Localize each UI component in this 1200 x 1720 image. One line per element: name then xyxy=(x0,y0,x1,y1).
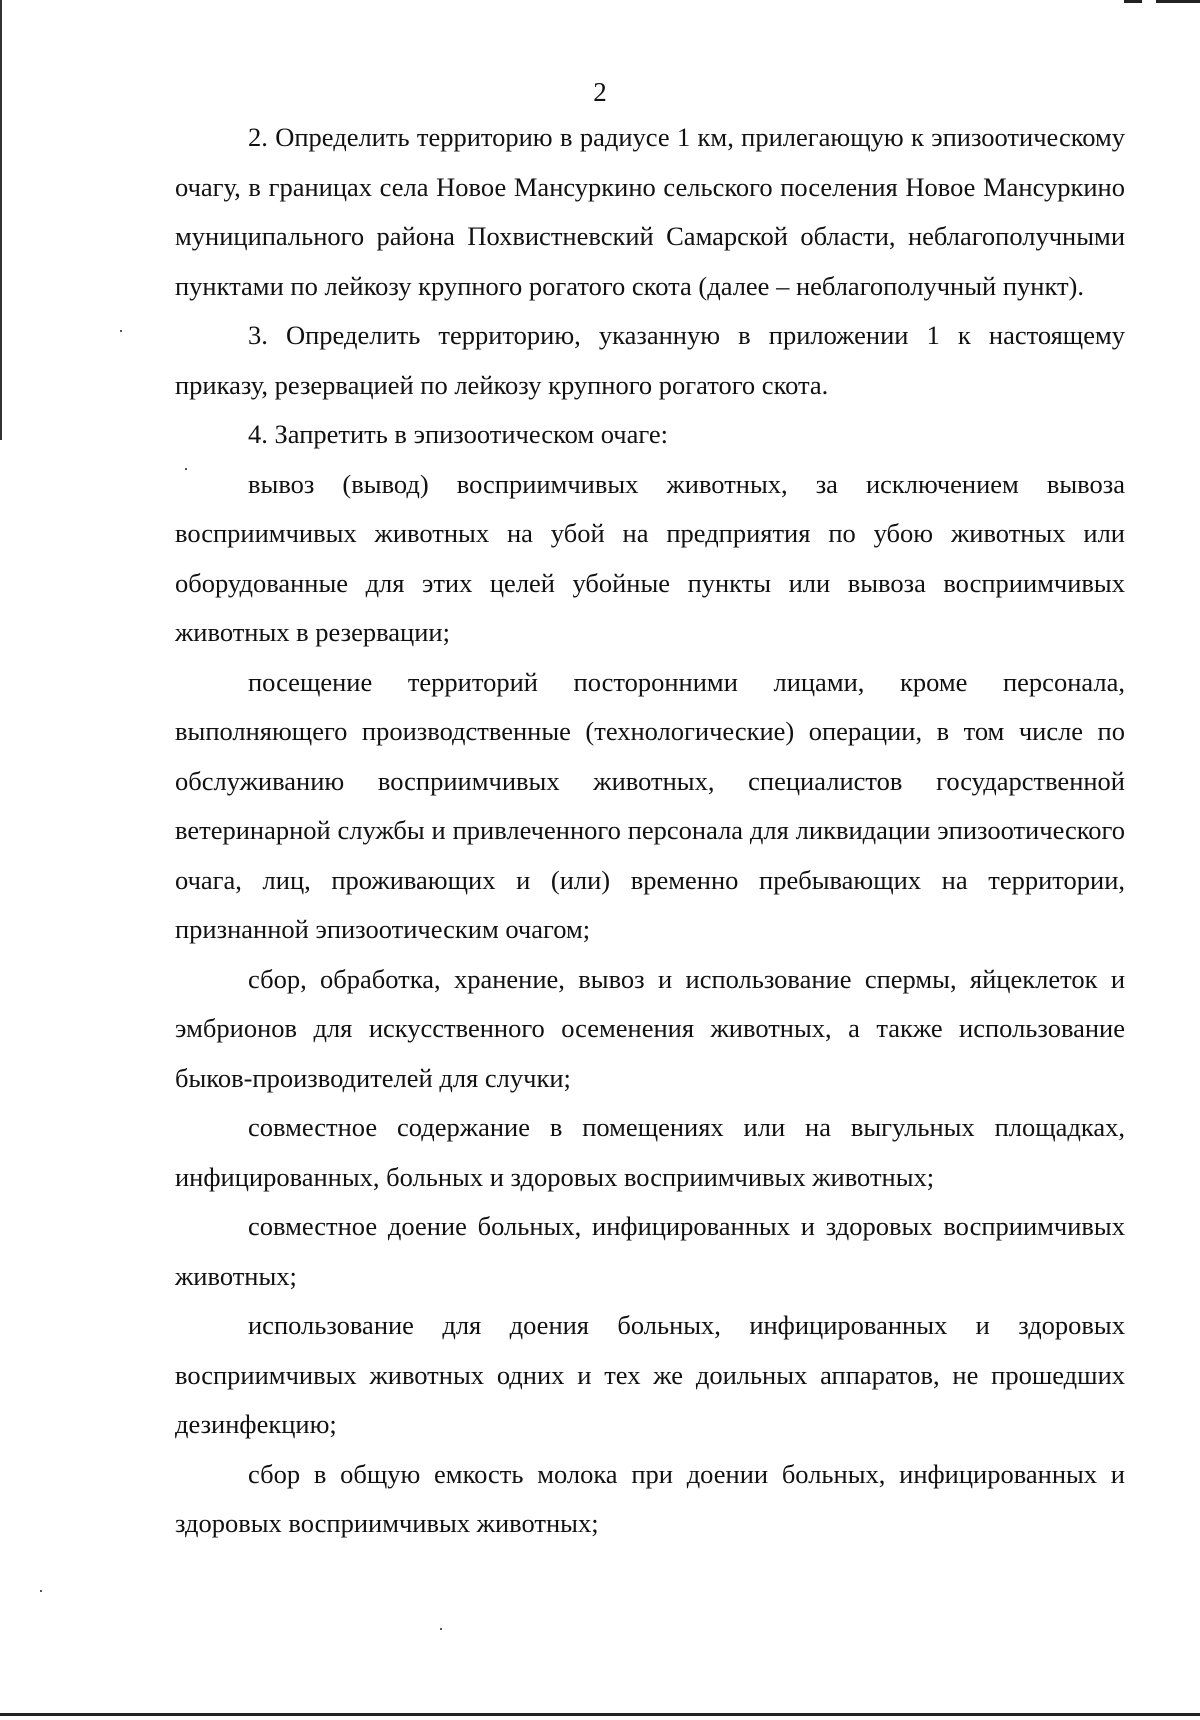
prohibition-item: посещение территорий посторонними лицами, кроме персонала, выполняющего производственные (технологические) операции, в том числе по обслуживанию восприимчивых животных, специалистов государственной ветеринарной службы и привлеченного персонала для ликвидации эпизоотического очага, лиц, проживающих и (или) временно пребывающих на территории, признанной эпизоотическим очагом; xyxy=(175,666,1125,944)
page-number: 2 xyxy=(593,77,607,107)
paragraph-item-2: 2. Определить территорию в радиусе 1 км, прилегающую к эпизоотическому очагу, в границах села Новое Мансуркино сельского поселения Новое Мансуркино муниципального района Похвистневский Самарской области, неблагополучными пунктами по лейкозу крупного рогатого скота (далее – неблагополучный пункт). xyxy=(175,122,1125,301)
prohibition-item: сбор, обработка, хранение, вывоз и использование спермы, яйцеклеток и эмбрионов для искусственного осеменения животных, а также использование быков-производителей для случки; xyxy=(175,963,1125,1093)
document-body xyxy=(175,113,1125,1549)
prohibition-item: совместное содержание в помещениях или на выгульных площадках, инфицированных, больных и здоровых восприимчивых животных; xyxy=(175,1112,1125,1192)
paragraph-item-3: 3. Определить территорию, указанную в приложении 1 к настоящему приказу, резервацией по лейкозу крупного рогатого скота. xyxy=(175,320,1125,400)
scan-edge-left xyxy=(0,0,2,440)
paragraph-item-4: 4. Запретить в эпизоотическом очаге: xyxy=(248,419,669,449)
scan-speck xyxy=(440,1628,442,1630)
scan-edge-bottom xyxy=(0,1713,1200,1716)
prohibition-item: вывоз (вывод) восприимчивых животных, за исключением вывоза восприимчивых животных на убой на предприятия по убою животных или оборудованные для этих целей убойные пункты или вывоза восприимчивых животных в резервации; xyxy=(175,468,1125,647)
prohibition-item: использование для доения больных, инфицированных и здоровых восприимчивых животных одних и тех же доильных аппаратов, не прошедших дезинфекцию; xyxy=(175,1310,1125,1439)
scan-edge-top-right xyxy=(1110,0,1200,4)
scan-speck xyxy=(40,1590,42,1592)
scan-speck xyxy=(120,330,122,332)
prohibition-item: совместное доение больных, инфицированных и здоровых восприимчивых животных; xyxy=(175,1211,1125,1291)
prohibition-item: сбор в общую емкость молока при доении больных, инфицированных и здоровых восприимчивых животных; xyxy=(175,1458,1125,1538)
